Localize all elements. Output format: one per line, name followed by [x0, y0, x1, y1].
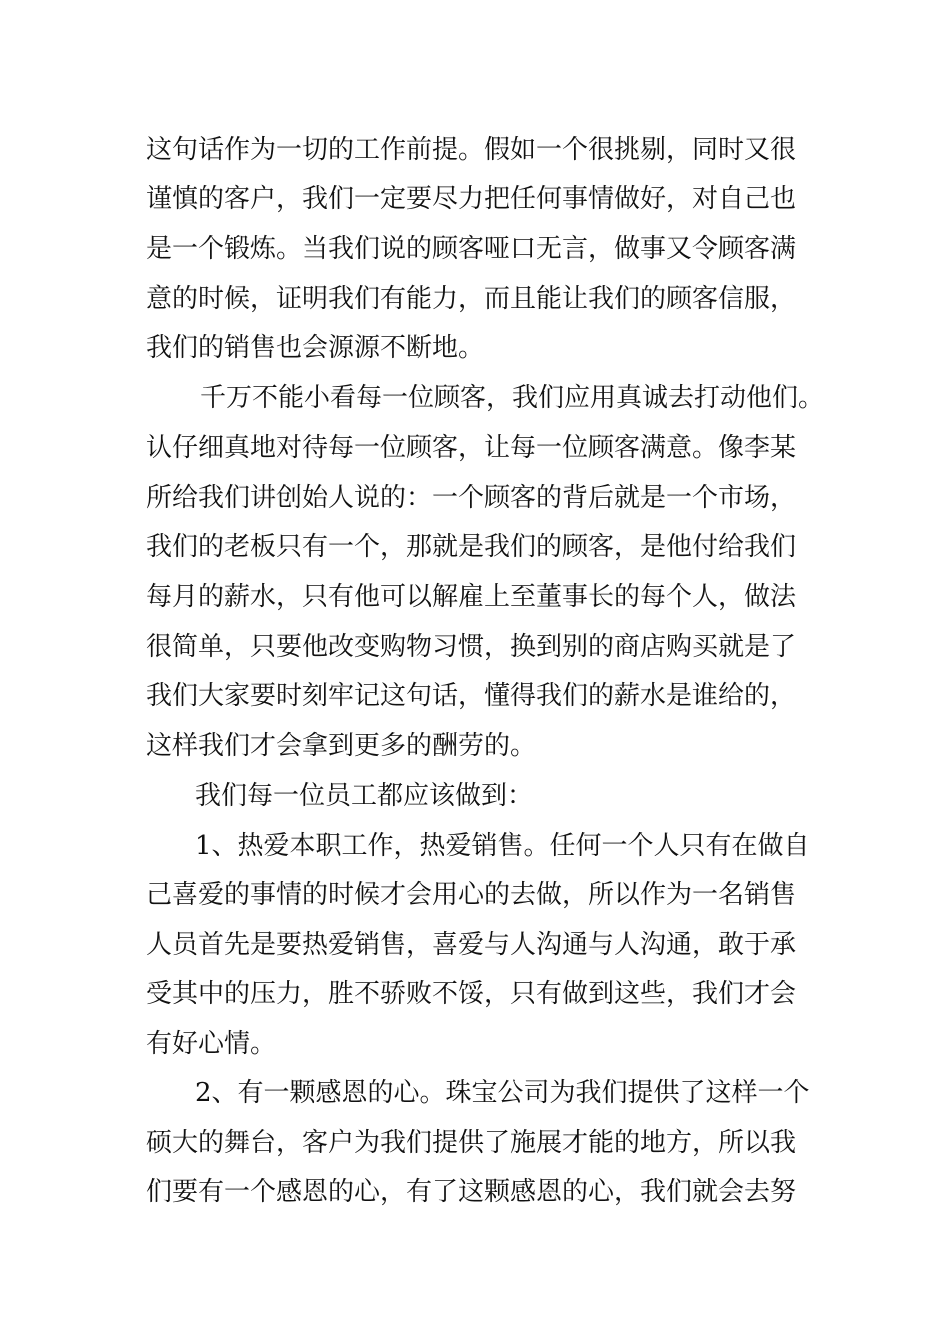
- text-line-20: 2、有一颗感恩的心。珠宝公司为我们提供了这样一个: [195, 1078, 810, 1108]
- text-line-18: 受其中的压力，胜不骄败不馁，只有做到这些，我们才会: [146, 979, 797, 1009]
- text-line-13: 这样我们才会拿到更多的酬劳的。: [146, 731, 537, 761]
- text-line-1: 这句话作为一切的工作前提。假如一个很挑剔，同时又很: [146, 135, 797, 165]
- text-line-3: 是一个锻炼。当我们说的顾客哑口无言，做事又令顾客满: [146, 234, 797, 264]
- text-line-8: 所给我们讲创始人说的：一个顾客的背后就是一个市场，: [146, 483, 797, 513]
- text-line-21: 硕大的舞台，客户为我们提供了施展才能的地方，所以我: [146, 1128, 797, 1158]
- text-line-4: 意的时候，证明我们有能力，而且能让我们的顾客信服，: [146, 284, 797, 314]
- text-line-5: 我们的销售也会源源不断地。: [146, 333, 485, 363]
- text-line-19: 有好心情。: [146, 1029, 277, 1059]
- text-line-17: 人员首先是要热爱销售，喜爱与人沟通与人沟通，敢于承: [146, 930, 797, 960]
- text-line-22: 们要有一个感恩的心，有了这颗感恩的心，我们就会去努: [146, 1177, 797, 1207]
- text-line-10: 每月的薪水，只有他可以解雇上至董事长的每个人，做法: [146, 582, 797, 612]
- text-line-12: 我们大家要时刻牢记这句话，懂得我们的薪水是谁给的，: [146, 681, 797, 711]
- text-line-9: 我们的老板只有一个，那就是我们的顾客，是他付给我们: [146, 532, 797, 562]
- text-line-6: 千万不能小看每一位顾客，我们应用真诚去打动他们。: [200, 383, 825, 413]
- text-line-11: 很简单，只要他改变购物习惯，换到别的商店购买就是了: [146, 632, 797, 662]
- text-line-16: 己喜爱的事情的时候才会用心的去做，所以作为一名销售: [146, 880, 797, 910]
- text-line-15: 1、热爱本职工作，热爱销售。任何一个人只有在做自: [195, 831, 810, 861]
- text-line-14: 我们每一位员工都应该做到：: [195, 781, 534, 811]
- text-line-7: 认仔细真地对待每一位顾客，让每一位顾客满意。像李某: [146, 433, 797, 463]
- text-line-2: 谨慎的客户，我们一定要尽力把任何事情做好，对自己也: [146, 184, 797, 214]
